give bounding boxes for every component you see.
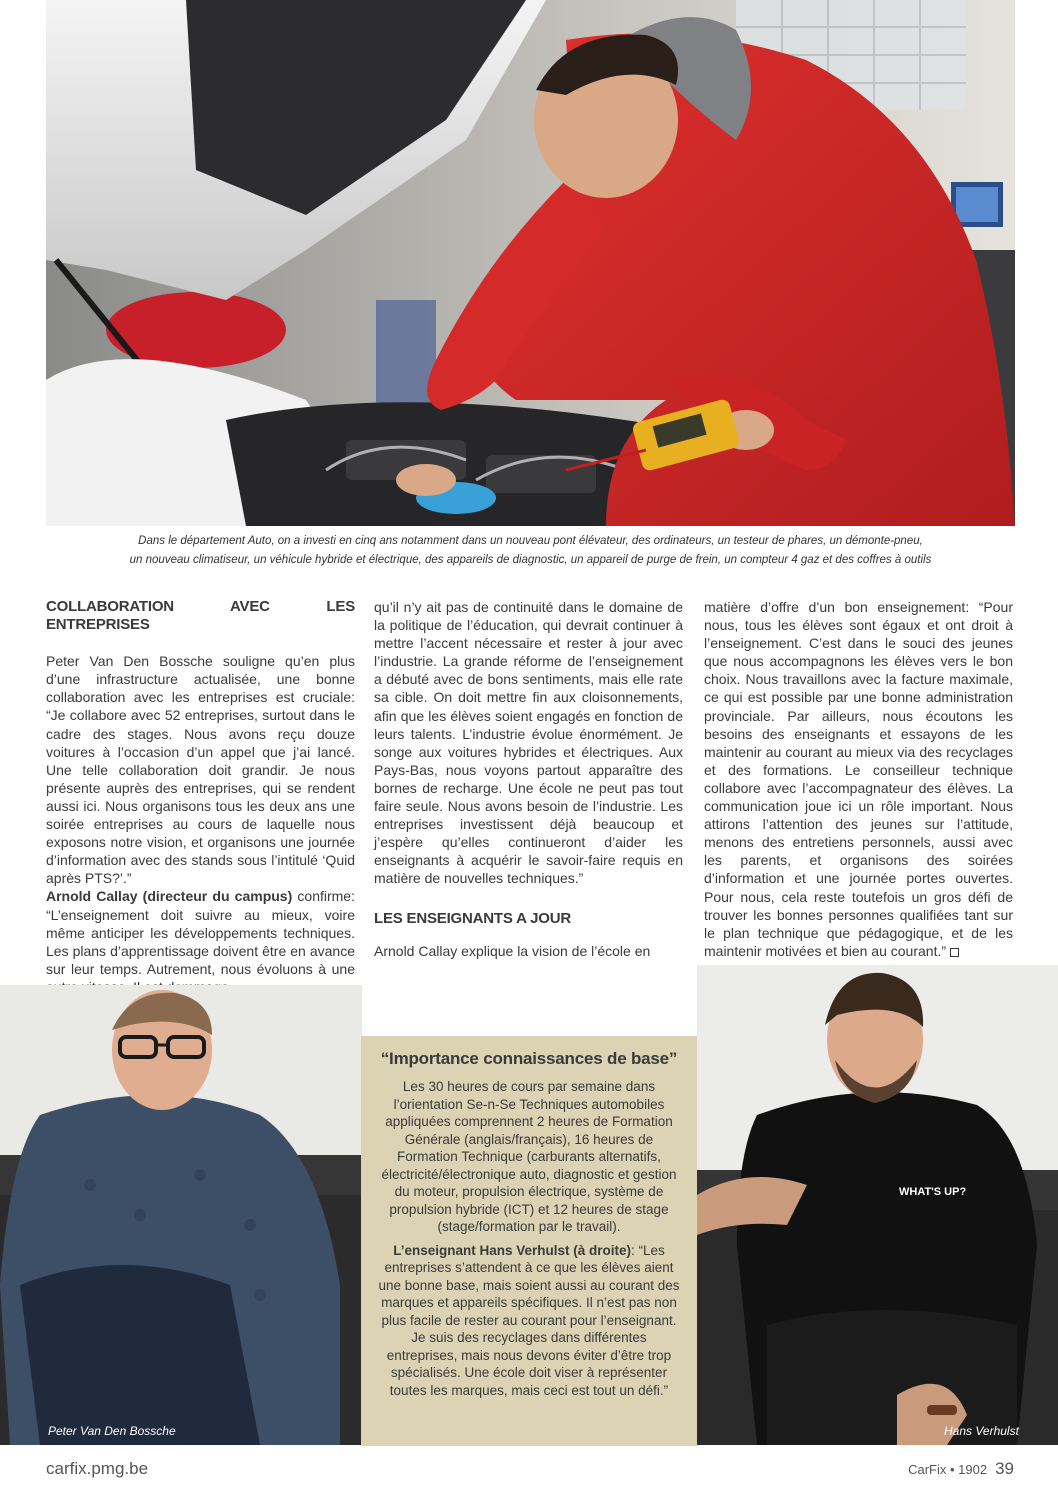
portrait-photo-right [697, 965, 1058, 1445]
caption-line-1: Dans le département Auto, on a investi en cinq ans notamment dans un nouveau pont élévateur, des ordinateurs, un testeur de phares, un démonte-pneu, [138, 535, 923, 547]
section-heading-enseignants: LES ENSEIGNANTS A JOUR [374, 909, 572, 927]
sidebar-paragraph: Les 30 heures de cours par semaine dans l’orientation Se-n-Se Techniques automobiles appliquées comprennent 2 heures de Formation Générale (anglais/français), 16 heures de Formation Technique (carburants alternatifs, électricité/électronique auto, diagnostic et gestion du moteur, propulsion électrique, système de propulsion hybride (ICT) et 12 heures de stage (stage/formation par le travail). [381, 1079, 677, 1234]
sidebar-paragraph-text: : “Les entreprises s’attendent à ce que les élèves aient une bonne base, mais soient aussi au courant des marques et appareils spécifiques. Il n’est pas non plus facile de rester au courant pour l’enseignant. Je suis des recyclages dans différentes entreprises, mais nous devons éviter d’être trop spécialisés. Une école doit viser à représenter toutes les marques, mais ceci est tout un défi.” [378, 1242, 680, 1398]
mechanic-student-illustration [46, 0, 1015, 526]
paragraph-text: matière d’offre d’un bon enseignement: “Pour nous, tous les élèves sont égaux et ont droit à l’enseignement. C’est dans le souci des jeunes que nous accompagnons les élèves vers le bon choix. Nous travaillons avec la facture maximale, ce qui est possible par une bonne administration provinciale. Par ailleurs, nous écoutons les besoins des enseignants et essayons de les maintenir au courant au mieux via des recyclages et des formations. Le conseilleur technique collabore avec l’accompagnateur des élèves. La communication joue ici un rôle important. Nous attirons l’attention des jeunes sur l’attitude, menons des entretiens personnels, aussi avec les parents, et organisons des soirées d’information et une journée portes ouvertes. Pour nous, cela reste toutefois un gros défi de trouver les bonnes personnes qualifiées tant sur le plan technique que pédagogique, et de les maintenir motivées et bien au courant.” [704, 599, 1013, 959]
teacher-name: L’enseignant Hans Verhulst (à droite) [393, 1242, 632, 1258]
article-column-2 [374, 598, 683, 960]
paragraph [46, 887, 355, 996]
speaker-name: Arnold Callay (directeur du campus) [46, 888, 293, 905]
portrait-photo-left [0, 985, 362, 1445]
hero-photo [46, 0, 1015, 526]
caption-line-2: un nouveau climatiseur, un véhicule hybride et électrique, des appareils de diagnostic, un appareil de purge de frein, un compteur 4 gaz et des coffres à outils [129, 554, 932, 566]
paragraph: Peter Van Den Bossche souligne qu’en plus d’une infrastructure actualisée, une bonne collaboration avec les entreprises est cruciale: “Je collabore avec 52 entreprises, surtout dans le cadre des stages. Nous avons reçu douze voitures à l’occasion d’un appel que j’ai lancé. Une telle collaboration doit grandir. Je nous présente auprès des entreprises, qui se rendent aussi ici. Nous organisons tous les deux ans une soirée entreprises au cours de laquelle nous exposons notre vision, et organisons une journée d’information avec des stands sous l’intitulé ‘Quid après PTS?’.” [46, 653, 355, 887]
sidebar-box [361, 1036, 697, 1446]
photo-caption [46, 532, 1015, 570]
young-man-black-shirt-illustration [697, 965, 1058, 1445]
paragraph-text: confirme: “L’enseignement doit suivre au mieux, voire même anticiper les développements techniques. Les plans d’apprentissage doivent être en avance sur leur temps. Autrement, nous évoluons à une [46, 888, 355, 977]
end-of-article-icon [950, 948, 959, 957]
footer-issue [908, 1459, 1014, 1479]
paragraph [704, 598, 1013, 960]
article-column-1 [46, 598, 355, 996]
article-column-3 [704, 598, 1013, 960]
man-with-glasses-illustration [0, 985, 362, 1445]
sidebar-box-title: “Importance connaissances de base” [380, 1049, 678, 1068]
paragraph: qu’il n’y ait pas de continuité dans le domaine de la politique de l’éducation, qui devrait continuer à mettre l’accent nécessaire et rester à jour avec l’industrie. La grande réforme de l’enseignement a débuté avec de bons sentiments, mais elle rate sa cible. On doit mettre fin aux cloisonnements, afin que les élèves soient engagés en fonction de leurs talents. L’industrie évolue énormément. Je songe aux voitures hybrides et électriques. Aux Pays-Bas, nous voyons partout apparaître des bornes de recharge. Une école ne peut pas tout faire seule. Nous avons besoin de l’industrie. Les entreprises investissent déjà beaucoup et j’espère qu’elles continueront d’aider les enseignants à acquérir le savoir-faire requis en matière de nouvelles techniques.” [374, 599, 683, 887]
paragraph: Arnold Callay explique la vision de l’école en [374, 942, 651, 959]
sidebar-box-body [375, 1078, 683, 1399]
shirt-logo-text: WHAT'S UP? [899, 1186, 967, 1198]
footer-magazine: CarFix • 1902 [908, 1462, 988, 1477]
portrait-caption-left: Peter Van Den Bossche [48, 1424, 176, 1438]
section-heading-collaboration: COLLABORATION AVEC LES ENTREPRISES [46, 598, 355, 634]
portrait-caption-right: Hans Verhulst [944, 1424, 1019, 1438]
sidebar-paragraph [375, 1242, 683, 1400]
page-number: 39 [995, 1459, 1014, 1478]
footer-website: carfix.pmg.be [46, 1459, 149, 1478]
